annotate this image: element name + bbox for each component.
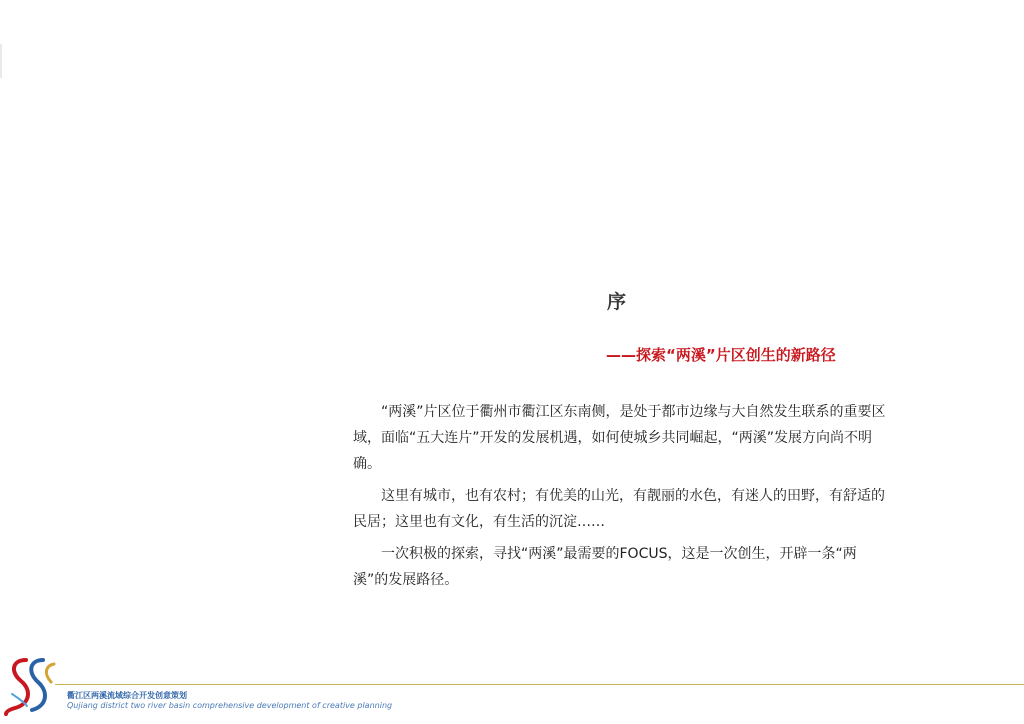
paragraph: “两溪”片区位于衢州市衢江区东南侧，是处于都市边缘与大自然发生联系的重要区域，面临“五大连片”开发的发展机遇，如何使城乡共同崛起，“两溪”发展方向尚不明确。 [353,404,886,472]
body-text [353,399,888,599]
page-title: 序 [607,291,628,313]
page-edge-mark [0,44,2,78]
paragraph: 一次积极的探索，寻找“两溪”最需要的FOCUS，这是一次创生，开辟一条“两溪”的发展路径。 [353,546,857,588]
paragraph: 这里有城市，也有农村；有优美的山光，有靓丽的水色，有迷人的田野，有舒适的民居；这里也有文化，有生活的沉淀…… [353,488,885,530]
footer-title-cn: 衢江区两溪流域综合开发创意策划 [67,691,187,700]
ss-logo-icon [4,652,62,718]
footer-title-en: Qujiang district two river basin comprehensive development of creative planning [67,701,393,710]
page-subtitle: ——探索“两溪”片区创生的新路径 [606,346,836,364]
footer-divider [55,684,1024,685]
